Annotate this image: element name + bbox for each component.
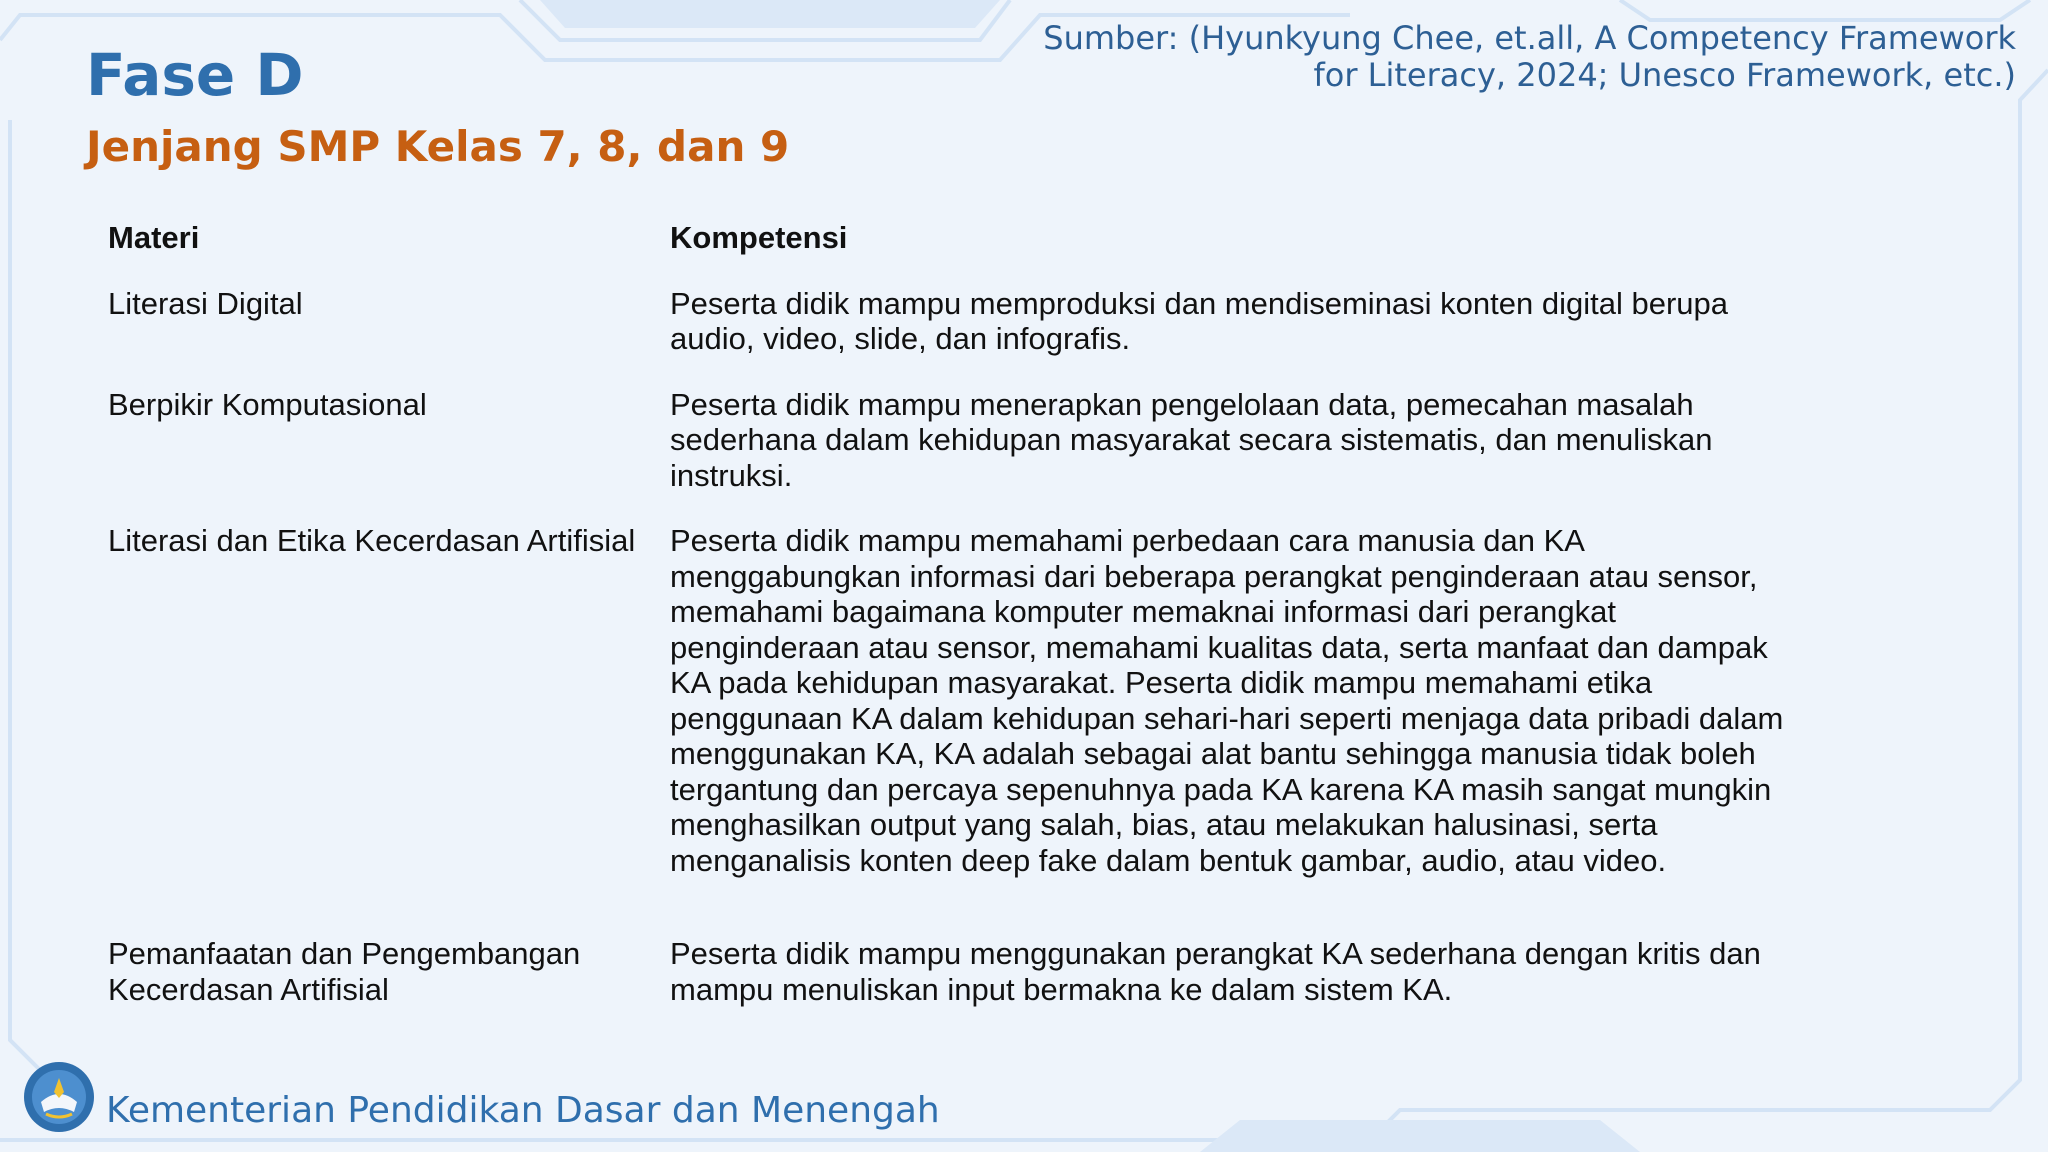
source-line-2: for Literacy, 2024; Unesco Framework, etc.)	[1313, 56, 2016, 94]
footer-ministry-name: Kementerian Pendidikan Dasar dan Menengah	[106, 1090, 940, 1131]
table-row	[100, 387, 1800, 524]
materi-cell: Literasi Digital	[108, 285, 303, 321]
column-header-materi: Materi	[108, 220, 200, 255]
materi-cell: Pemanfaatan dan Pengembangan Kecerdasan Artifisial	[108, 936, 581, 1007]
source-line-1: Sumber: (Hyunkyung Chee, et.all, A Competency Framework	[1043, 19, 2016, 57]
source-citation	[916, 20, 2016, 94]
table-row	[100, 936, 1800, 1037]
column-header-kompetensi: Kompetensi	[670, 220, 848, 255]
ministry-logo-icon	[22, 1060, 96, 1134]
materi-cell: Literasi dan Etika Kecerdasan Artifisial	[108, 523, 636, 558]
page-subtitle: Jenjang SMP Kelas 7, 8, dan 9	[86, 122, 790, 171]
table-row	[100, 523, 1800, 936]
competency-table	[100, 220, 1800, 1037]
kompetensi-cell: Peserta didik mampu memahami perbedaan cara manusia dan KA menggabungkan informasi dari beberapa perangkat penginderaan atau sensor, memahami bagaimana komputer memaknai informasi dari perangkat penginderaan atau sensor, memahami kualitas data, serta manfaat dan dampak KA pada kehidupan masyarakat. Peserta didik mampu memahami etika penggunaan KA dalam kehidupan sehari-hari seperti menjaga data pribadi dalam menggunakan KA, KA adalah sebagai alat bantu sehingga manusia tidak boleh tergantung dan percaya sepenuhnya pada KA karena KA masih sangat mungkin menghasilkan output yang salah, bias, atau melakukan halusinasi, serta menganalisis konten deep fake dalam bentuk gambar, audio, atau video.	[670, 523, 1784, 878]
table-header-row	[100, 220, 1800, 286]
materi-cell: Berpikir Komputasional	[108, 386, 427, 422]
page-title: Fase D	[86, 41, 304, 109]
table-row	[100, 286, 1800, 387]
kompetensi-cell: Peserta didik mampu menerapkan pengelolaan data, pemecahan masalah sederhana dalam kehidupan masyarakat secara sistematis, dan menuliskan instruksi.	[670, 386, 1713, 493]
kompetensi-cell: Peserta didik mampu menggunakan perangkat KA sederhana dengan kritis dan mampu menuliskan input bermakna ke dalam sistem KA.	[670, 936, 1761, 1007]
kompetensi-cell: Peserta didik mampu memproduksi dan mendiseminasi konten digital berupa audio, video, slide, dan infografis.	[670, 285, 1728, 356]
